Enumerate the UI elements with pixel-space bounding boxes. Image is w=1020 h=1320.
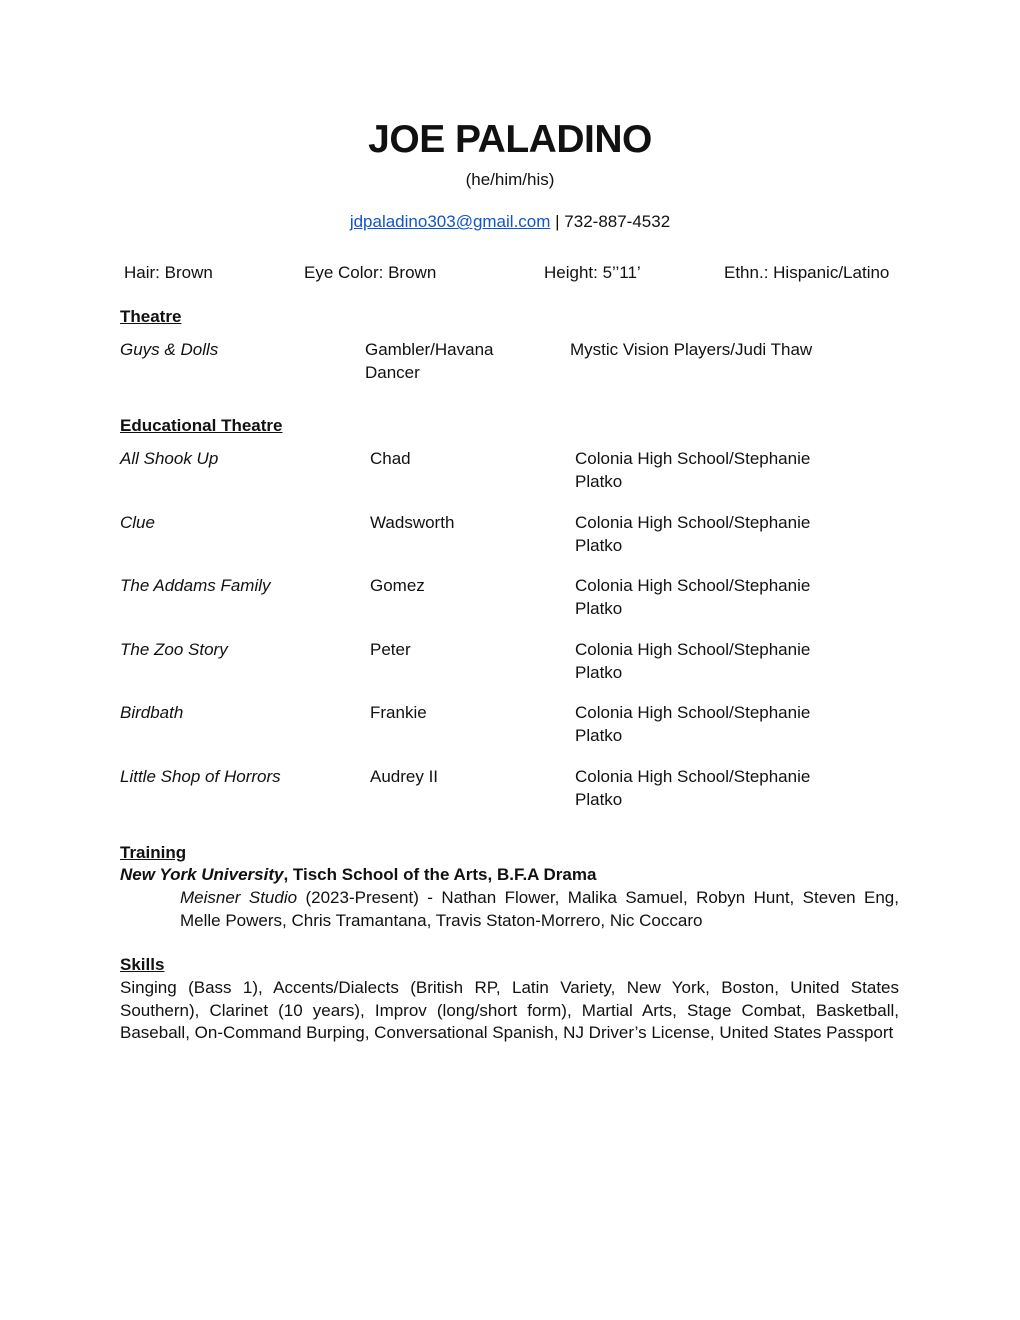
credit-company-line: Colonia High School/Stephanie	[575, 767, 811, 786]
actor-name: JOE PALADINO	[368, 118, 652, 161]
pronouns: (he/him/his)	[465, 170, 555, 189]
credit-company-line: Platko	[575, 725, 623, 745]
credit-company-line: Platko	[575, 789, 623, 809]
credit-company-line: Colonia High School/Stephanie	[575, 576, 811, 595]
stat-eye-color: Eye Color: Brown	[304, 263, 437, 282]
school-name: New York University	[120, 865, 284, 884]
credit-company: Mystic Vision Players/Judi Thaw	[570, 340, 813, 359]
training-detail	[180, 887, 899, 932]
phone-number: 732-887-4532	[564, 212, 671, 231]
credit-role	[365, 339, 494, 384]
credit-role: Wadsworth	[370, 513, 455, 532]
stat-height: Height: 5’’11’	[544, 263, 641, 282]
credit-company-line: Colonia High School/Stephanie	[575, 449, 811, 468]
credit-role: Audrey II	[370, 767, 439, 786]
credit-company	[575, 702, 810, 747]
credit-company-line: Colonia High School/Stephanie	[575, 703, 811, 722]
training-school	[120, 865, 596, 885]
credit-role: Gomez	[370, 576, 425, 595]
credit-show: The Zoo Story	[120, 640, 228, 659]
credit-role: Peter	[370, 640, 411, 659]
stat-hair: Hair: Brown	[124, 263, 213, 282]
credit-company	[575, 766, 810, 811]
credit-role: Chad	[370, 449, 411, 468]
stat-ethnicity: Ethn.: Hispanic/Latino	[724, 263, 890, 282]
credit-role-line: Gambler/Havana	[365, 340, 494, 359]
credit-show: Little Shop of Horrors	[120, 767, 281, 786]
section-title-educational-theatre: Educational Theatre	[120, 416, 283, 435]
credit-role-line: Dancer	[365, 362, 420, 382]
credit-company-line: Platko	[575, 535, 623, 555]
credit-show: Guys & Dolls	[120, 340, 219, 359]
skills-text: Singing (Bass 1), Accents/Dialects (British RP, Latin Variety, New York, Boston, United States Southern), Clarinet (10 years), Improv (long/short form), Martial Arts, Stage Combat, Basketball, Baseball, On-Command Burping, Conversational Spanish, NJ Driver’s License, United States Passport	[120, 978, 899, 1042]
credit-company-line: Platko	[575, 471, 623, 491]
section-title-training: Training	[120, 843, 187, 862]
credit-show: Birdbath	[120, 703, 184, 722]
studio-instructors: (2023-Present) - Nathan Flower, Malika Samuel, Robyn Hunt, Steven Eng, Melle Powers, Chris Tramantana, Travis Staton-Morrero, Nic Coccaro	[180, 888, 899, 930]
credit-company	[575, 512, 810, 557]
contact-line	[0, 212, 1020, 232]
credit-show: All Shook Up	[120, 449, 219, 468]
studio-name: Meisner Studio	[180, 888, 298, 907]
credit-company	[575, 639, 810, 684]
credit-company-line: Colonia High School/Stephanie	[575, 640, 811, 659]
section-title-theatre: Theatre	[120, 307, 182, 326]
credit-role: Frankie	[370, 703, 427, 722]
credit-company	[575, 575, 810, 620]
credit-company-line: Colonia High School/Stephanie	[575, 513, 811, 532]
section-title-skills: Skills	[120, 955, 165, 974]
credit-show: The Addams Family	[120, 576, 271, 595]
credit-company	[575, 448, 810, 493]
contact-separator: |	[550, 212, 565, 231]
credit-company-line: Platko	[575, 598, 623, 618]
email-link[interactable]: jdpaladino303@gmail.com	[349, 212, 551, 231]
credit-company-line: Platko	[575, 662, 623, 682]
school-program: , Tisch School of the Arts, B.F.A Drama	[283, 865, 597, 884]
credit-show: Clue	[120, 513, 155, 532]
